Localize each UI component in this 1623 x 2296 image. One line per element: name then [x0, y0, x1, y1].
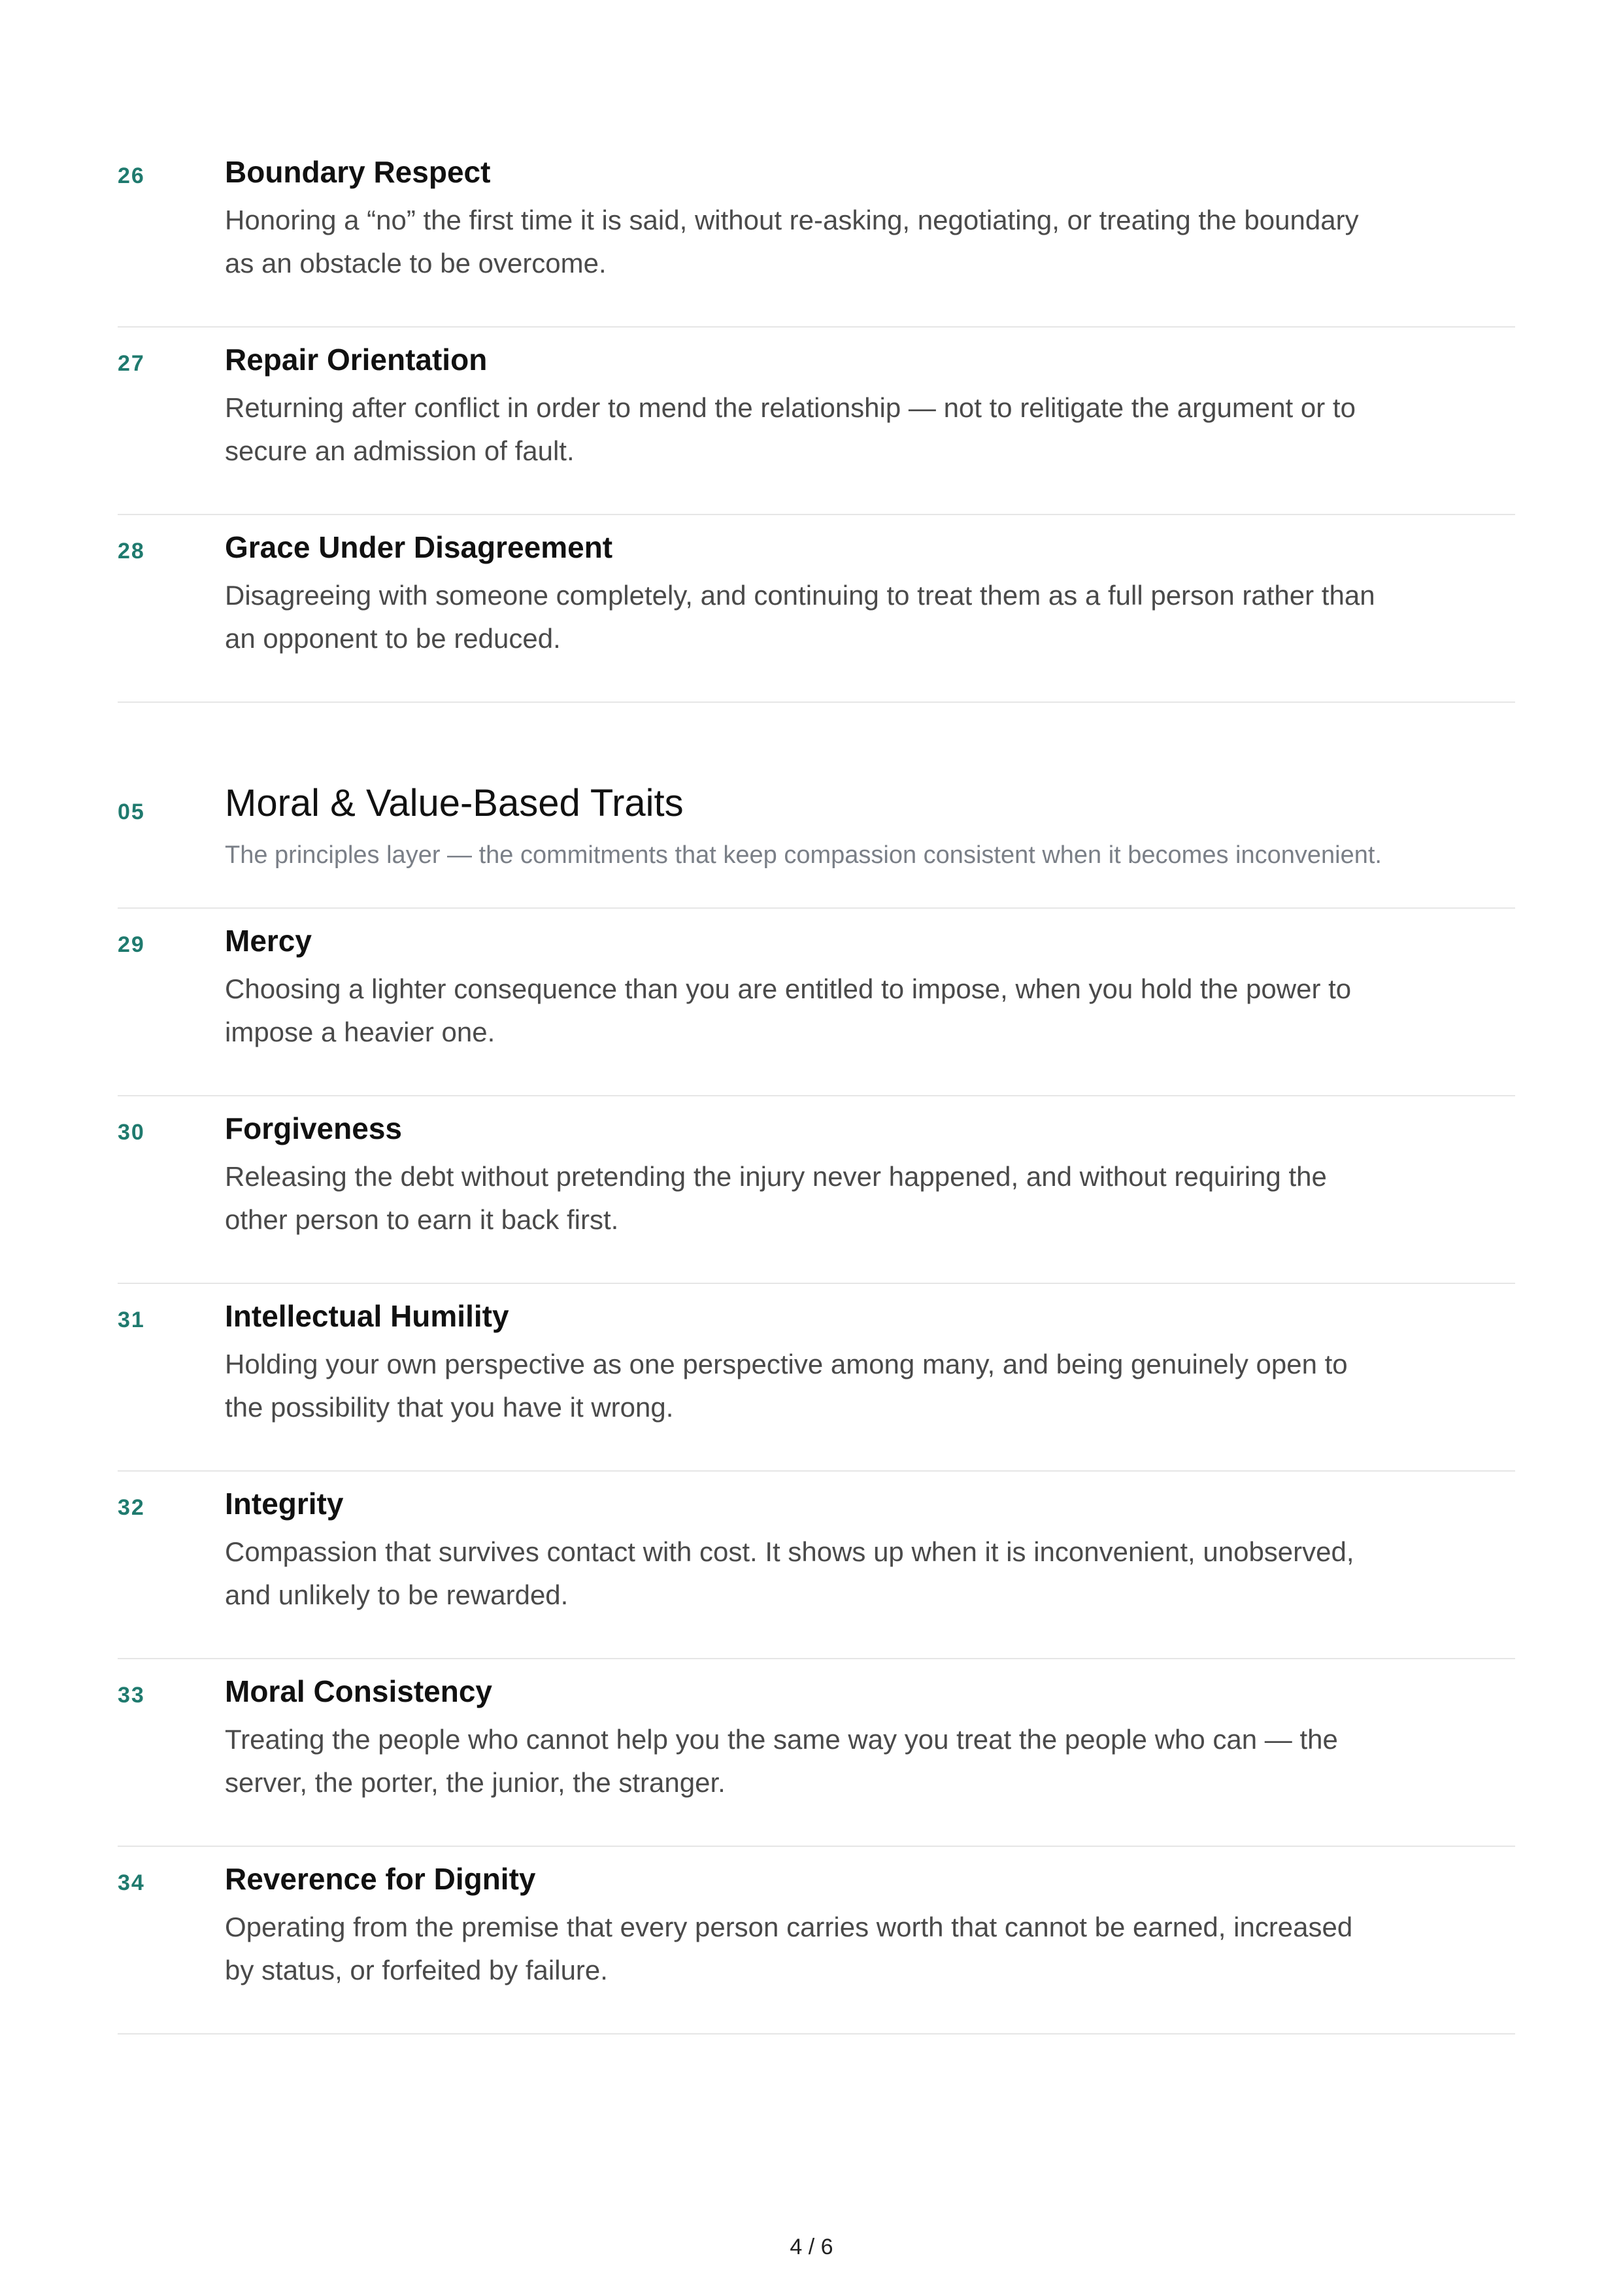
entry-number: 26: [118, 163, 145, 188]
entry-title: Grace Under Disagreement: [225, 530, 613, 564]
list-item: [118, 1284, 1515, 1472]
document-page: [118, 140, 1515, 2034]
entry-number: 34: [118, 1870, 145, 1895]
section-header: [118, 703, 1515, 909]
list-item: [118, 1096, 1515, 1284]
entry-description: Operating from the premise that every person carries worth that cannot be earned, increased by status, or forfeited by failure.: [225, 1912, 1353, 1985]
list-item: [118, 909, 1515, 1096]
section-number: 05: [118, 800, 145, 824]
entry-title: Mercy: [225, 924, 312, 958]
list-item: [118, 140, 1515, 328]
entry-number: 29: [118, 932, 145, 957]
entry-title: Integrity: [225, 1487, 344, 1521]
entry-title: Repair Orientation: [225, 343, 488, 377]
entry-title: Reverence for Dignity: [225, 1862, 536, 1896]
list-item: [118, 1847, 1515, 2034]
entry-number: 33: [118, 1683, 145, 1708]
entry-description: Holding your own perspective as one perspective among many, and being genuinely open to the possibility that you have it wrong.: [225, 1349, 1348, 1423]
entry-description: Honoring a “no” the first time it is said, without re-asking, negotiating, or treating the boundary as an obstacle to be overcome.: [225, 205, 1359, 279]
section-subtitle: The principles layer — the commitments that keep compassion consistent when it becomes inconvenient.: [225, 841, 1382, 869]
page-indicator: 4 / 6: [790, 2235, 833, 2259]
list-item: [118, 328, 1515, 515]
entry-title: Moral Consistency: [225, 1674, 492, 1708]
list-item: [118, 515, 1515, 703]
entry-number: 31: [118, 1308, 145, 1332]
entry-title: Boundary Respect: [225, 155, 491, 189]
entry-description: Disagreeing with someone completely, and continuing to treat them as a full person rather than an opponent to be reduced.: [225, 580, 1375, 654]
entry-title: Forgiveness: [225, 1111, 402, 1145]
entry-number: 32: [118, 1495, 145, 1520]
entry-number: 27: [118, 351, 145, 376]
entry-number: 28: [118, 539, 145, 564]
list-item: [118, 1659, 1515, 1847]
entry-title: Intellectual Humility: [225, 1299, 509, 1333]
list-item: [118, 1472, 1515, 1659]
entry-description: Releasing the debt without pretending the injury never happened, and without requiring the other person to earn it back first.: [225, 1161, 1327, 1235]
entry-number: 30: [118, 1120, 145, 1145]
entry-description: Compassion that survives contact with cost. It shows up when it is inconvenient, unobserved, and unlikely to be rewarded.: [225, 1536, 1354, 1610]
entry-description: Choosing a lighter consequence than you are entitled to impose, when you hold the power to impose a heavier one.: [225, 973, 1352, 1047]
section-title: Moral & Value-Based Traits: [225, 782, 684, 824]
entry-description: Treating the people who cannot help you the same way you treat the people who can — the server, the porter, the junior, the stranger.: [225, 1724, 1338, 1798]
entry-description: Returning after conflict in order to mend the relationship — not to relitigate the argument or to secure an admission of fault.: [225, 392, 1356, 466]
